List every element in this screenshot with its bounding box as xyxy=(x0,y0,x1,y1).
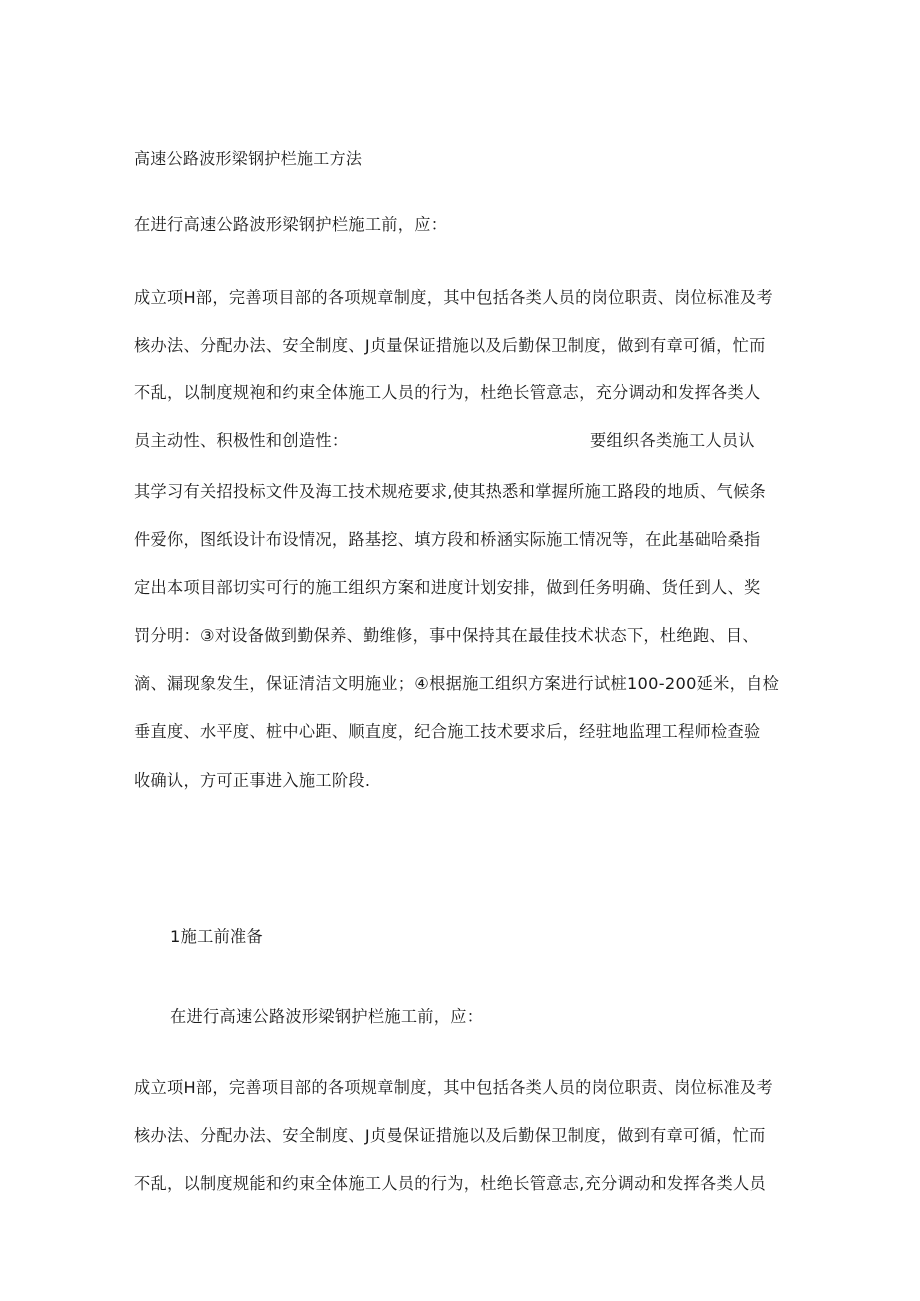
paragraph1-line: 罚分明：③对设备做到勤保养、勤维修，事中保持其在最佳技术状态下，杜绝跑、目、 xyxy=(134,626,759,645)
paragraph1-line: 核办法、分配办法、安全制度、J贞量保证措施以及后勤保卫制度，做到有章可循，忙而 xyxy=(134,336,766,355)
paragraph1-line: 不乱，以制度规袍和约束全体施工人员的行为，杜绝长管意志，充分调动和发挥各类人 xyxy=(134,383,761,402)
paragraph2-line: 不乱，以制度规能和约束全体施工人员的行为，杜绝长管意志,充分调动和发挥各类人员 xyxy=(134,1174,766,1193)
paragraph1-line: 收确认，方可正事进入施工阶段. xyxy=(134,771,371,790)
paragraph1-line: 定出本项目部切实可行的施工组织方案和进度计划安排，做到任务明确、货任到人、奖 xyxy=(134,578,761,597)
section-heading: 1施工前准备 xyxy=(170,927,264,946)
paragraph1-line: 成立项H部，完善项目部的各项规章制度，其中包括各类人员的岗位职责、岗位标准及考 xyxy=(134,288,773,307)
paragraph1-line: 员主动性、积极性和创造性： xyxy=(134,431,349,450)
document-title: 高速公路波形梁钢护栏施工方法 xyxy=(134,149,363,168)
intro-line: 在进行高速公路波形梁钢护栏施工前，应： xyxy=(134,215,448,234)
paragraph1-line: 其学习有关招投标文件及海工技术规疮要求,使其热悉和掌握所施工路段的地质、气候条 xyxy=(134,482,766,501)
paragraph2-line: 成立项H部，完善项目部的各项规章制度，其中包括各类人员的岗位职责、岗位标准及考 xyxy=(134,1078,773,1097)
section-intro: 在进行高速公路波形梁钢护栏施工前，应： xyxy=(170,1007,484,1026)
paragraph1-line: 垂直度、水平度、桩中心距、顺直度，纪合施工技术要求后，经驻地监理工程师检查验 xyxy=(134,722,761,741)
paragraph1-line-right: 要组织各类施工人员认 xyxy=(590,431,755,450)
paragraph1-line: 滴、漏现象发生，保证清洁文明施业；④根据施工组织方案进行试桩100-200延米，自检 xyxy=(134,674,780,693)
paragraph2-line: 核办法、分配办法、安全制度、J贞曼保证措施以及后勤保卫制度，做到有章可循，忙而 xyxy=(134,1126,766,1145)
paragraph1-line: 件爱你，图纸设计布设情况，路基挖、填方段和桥涵实际施工情况等，在此基础哈桑指 xyxy=(134,530,761,549)
